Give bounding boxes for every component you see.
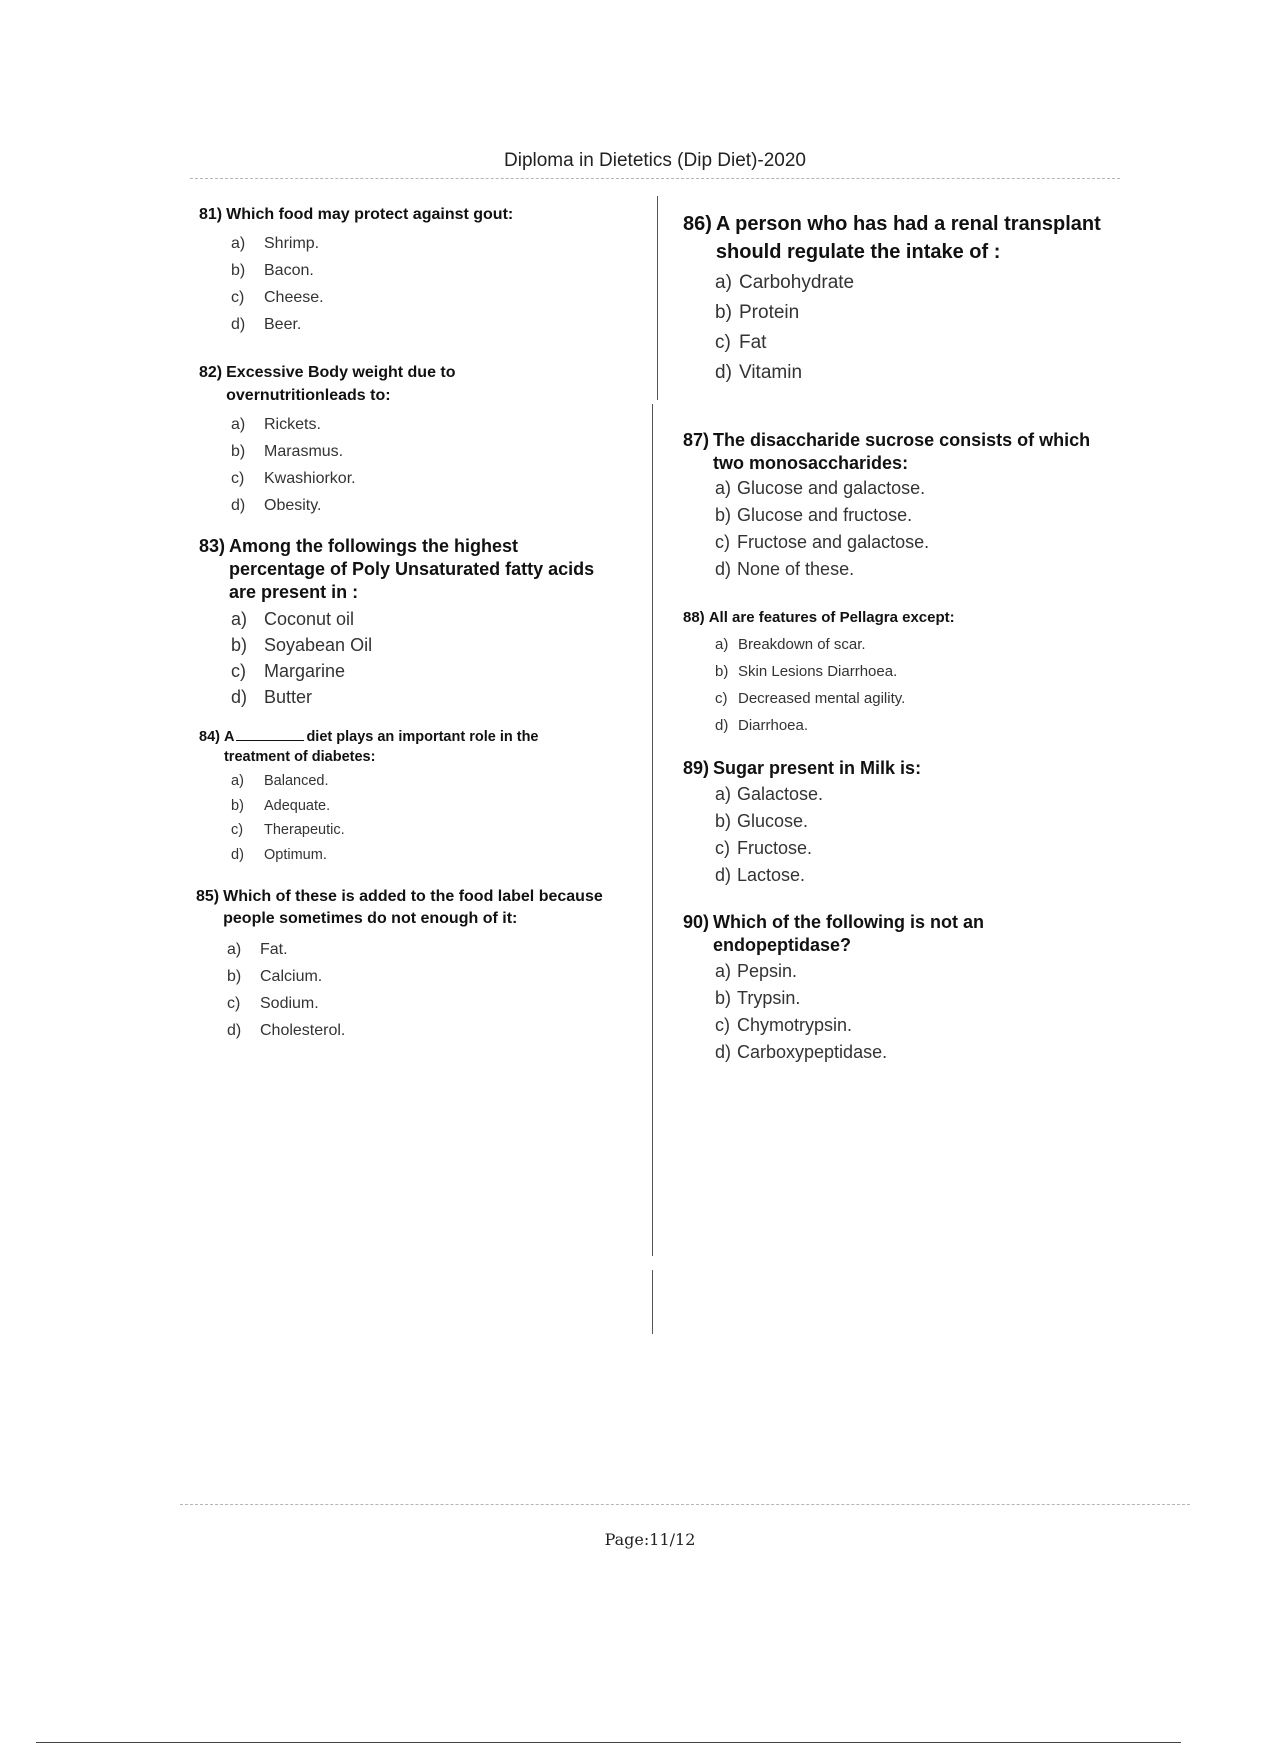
- option-c: [715, 1012, 1133, 1039]
- option-text: Pepsin.: [737, 961, 798, 981]
- option-d: [231, 311, 619, 338]
- question-text: Excessive Body weight due to overnutritionleads to:: [226, 364, 456, 404]
- option-a: [715, 268, 1133, 298]
- answer-blank: [236, 728, 304, 741]
- option-a: [231, 606, 639, 632]
- option-text: Balanced.: [264, 773, 329, 789]
- option-text: Adequate.: [264, 797, 331, 814]
- question-83: [199, 535, 639, 710]
- option-letter: a): [715, 636, 729, 653]
- option-text: Obesity.: [264, 497, 322, 514]
- question-86: [683, 210, 1133, 388]
- question-81: [199, 206, 619, 338]
- option-b: [715, 298, 1133, 328]
- option-letter: b): [231, 262, 246, 279]
- option-text: Glucose.: [737, 811, 809, 831]
- option-letter: a): [715, 272, 732, 293]
- option-text: Vitamin: [739, 362, 803, 383]
- option-letter: c): [231, 289, 245, 306]
- option-text: Fat: [739, 332, 767, 353]
- question-text: Sugar present in Milk is:: [713, 758, 922, 778]
- option-text: Fructose.: [737, 838, 813, 858]
- question-84: [199, 727, 639, 867]
- option-letter: c): [715, 1015, 730, 1035]
- option-text: Coconut oil: [264, 609, 355, 629]
- option-text: Fat.: [260, 941, 288, 958]
- option-c: [715, 529, 1133, 556]
- question-text: Which of the following is not an endopeptidase?: [713, 912, 984, 955]
- question-number: 85): [196, 888, 220, 905]
- option-text: Rickets.: [264, 416, 321, 433]
- option-letter: b): [715, 663, 729, 680]
- question-number: 83): [199, 536, 226, 556]
- option-letter: a): [715, 784, 732, 804]
- option-text: Butter: [264, 687, 313, 707]
- option-letter: c): [715, 532, 730, 552]
- option-a: [231, 230, 619, 257]
- option-letter: c): [227, 995, 241, 1012]
- footer-rule: [180, 1504, 1190, 1505]
- option-c: [231, 284, 619, 311]
- page-number: Page:11/12: [604, 1530, 696, 1549]
- question-number: 90): [683, 912, 710, 932]
- option-b: [231, 438, 619, 465]
- option-text: Margarine: [264, 661, 346, 681]
- option-letter: c): [715, 690, 728, 707]
- option-letter: d): [715, 559, 732, 579]
- option-letter: d): [715, 865, 732, 885]
- option-d: [715, 358, 1133, 388]
- option-b: [715, 808, 1133, 835]
- option-text: None of these.: [737, 559, 855, 579]
- option-text: Protein: [739, 302, 800, 323]
- option-b: [231, 257, 619, 284]
- question-text: [224, 727, 594, 767]
- option-text: Trypsin.: [737, 988, 801, 1008]
- option-b: [715, 658, 1133, 685]
- question-text: Which of these is added to the food label because people sometimes do not enough of it:: [223, 888, 603, 927]
- option-text: Marasmus.: [264, 443, 344, 460]
- option-text: Beer.: [264, 316, 302, 333]
- option-text: Galactose.: [737, 784, 824, 804]
- option-text: Kwashiorkor.: [264, 470, 356, 487]
- question-87: [683, 429, 1133, 583]
- option-letter: c): [231, 470, 245, 487]
- header-rule: [190, 178, 1120, 179]
- page-header-title: Diploma in Dietetics (Dip Diet)-2020: [504, 150, 806, 171]
- question-number: 89): [683, 758, 710, 778]
- option-letter: b): [231, 635, 248, 655]
- option-letter: a): [231, 235, 246, 252]
- option-letter: d): [231, 316, 246, 333]
- question-82: [199, 361, 619, 519]
- question-text: All are features of Pellagra except:: [708, 609, 955, 626]
- option-text: Optimum.: [264, 846, 327, 863]
- question-89: [683, 757, 1133, 889]
- question-85: [196, 886, 626, 1044]
- option-b: [227, 963, 626, 990]
- option-text: Glucose and galactose.: [737, 478, 926, 498]
- option-letter: c): [231, 661, 246, 681]
- question-text: Which food may protect against gout:: [226, 206, 514, 223]
- option-text: Cholesterol.: [260, 1022, 346, 1039]
- option-letter: c): [715, 838, 730, 858]
- option-d: [715, 1039, 1133, 1066]
- option-text: Lactose.: [737, 865, 806, 885]
- option-d: [227, 1017, 626, 1044]
- option-text: Chymotrypsin.: [737, 1015, 853, 1035]
- option-b: [715, 985, 1133, 1012]
- question-text-before: A: [223, 729, 235, 745]
- option-letter: d): [227, 1022, 242, 1039]
- option-letter: a): [227, 941, 242, 958]
- option-a: [715, 781, 1133, 808]
- option-c: [715, 328, 1133, 358]
- option-letter: d): [231, 497, 246, 514]
- option-text: Carbohydrate: [739, 272, 855, 293]
- option-b: [715, 502, 1133, 529]
- question-number: 82): [199, 364, 223, 381]
- option-text: Decreased mental agility.: [738, 690, 906, 707]
- option-c: [231, 465, 619, 492]
- option-letter: a): [231, 609, 248, 629]
- column-divider: [657, 196, 658, 400]
- option-d: [715, 556, 1133, 583]
- option-text: Carboxypeptidase.: [737, 1042, 888, 1062]
- option-text: Glucose and fructose.: [737, 505, 913, 525]
- question-number: 86): [683, 213, 712, 235]
- option-letter: a): [715, 478, 732, 498]
- option-letter: c): [231, 822, 244, 838]
- option-letter: c): [715, 332, 731, 353]
- option-text: Therapeutic.: [264, 822, 345, 838]
- option-a: [227, 936, 626, 963]
- option-text: Fructose and galactose.: [737, 532, 930, 552]
- option-c: [231, 658, 639, 684]
- option-c: [231, 818, 639, 843]
- option-letter: b): [231, 443, 246, 460]
- option-c: [715, 835, 1133, 862]
- option-b: [231, 794, 639, 819]
- option-c: [227, 990, 626, 1017]
- option-d: [231, 492, 619, 519]
- option-text: Soyabean Oil: [264, 635, 373, 655]
- option-c: [715, 685, 1133, 712]
- option-d: [715, 712, 1133, 739]
- option-a: [715, 475, 1133, 502]
- question-number: 87): [683, 430, 710, 450]
- question-number: 81): [199, 206, 223, 223]
- option-letter: b): [715, 302, 732, 323]
- option-a: [231, 411, 619, 438]
- option-letter: d): [715, 1042, 732, 1062]
- option-text: Skin Lesions Diarrhoea.: [738, 663, 898, 680]
- option-a: [231, 769, 639, 794]
- option-text: Diarrhoea.: [738, 717, 809, 734]
- option-letter: d): [715, 717, 729, 734]
- question-text-after: diet plays an important role in the treatment of diabetes:: [223, 729, 539, 765]
- option-letter: b): [715, 988, 732, 1008]
- column-divider: [652, 1270, 653, 1334]
- option-letter: d): [231, 846, 244, 863]
- option-b: [231, 632, 639, 658]
- option-d: [231, 684, 639, 710]
- option-letter: a): [231, 773, 244, 789]
- question-text: A person who has had a renal transplant should regulate the intake of :: [715, 213, 1101, 263]
- option-letter: b): [227, 968, 242, 985]
- option-a: [715, 631, 1133, 658]
- option-letter: b): [231, 797, 244, 814]
- column-divider: [652, 404, 653, 1256]
- option-letter: a): [231, 416, 246, 433]
- option-a: [715, 958, 1133, 985]
- option-letter: d): [231, 687, 248, 707]
- option-text: Cheese.: [264, 289, 324, 306]
- option-letter: b): [715, 811, 732, 831]
- question-number: 84): [199, 729, 220, 745]
- question-text: The disaccharide sucrose consists of which two monosaccharides:: [713, 430, 1091, 473]
- option-letter: a): [715, 961, 732, 981]
- option-text: Sodium.: [260, 995, 319, 1012]
- option-text: Breakdown of scar.: [738, 636, 866, 653]
- question-text: Among the followings the highest percentage of Poly Unsaturated fatty acids are present in :: [229, 536, 595, 602]
- option-text: Bacon.: [264, 262, 314, 279]
- question-88: [683, 608, 1133, 739]
- bottom-edge-rule: [36, 1742, 1181, 1743]
- option-text: Shrimp.: [264, 235, 320, 252]
- option-d: [231, 843, 639, 868]
- question-number: 88): [683, 609, 705, 626]
- question-90: [683, 911, 1133, 1066]
- option-letter: b): [715, 505, 732, 525]
- option-d: [715, 862, 1133, 889]
- option-letter: d): [715, 362, 732, 383]
- option-text: Calcium.: [260, 968, 323, 985]
